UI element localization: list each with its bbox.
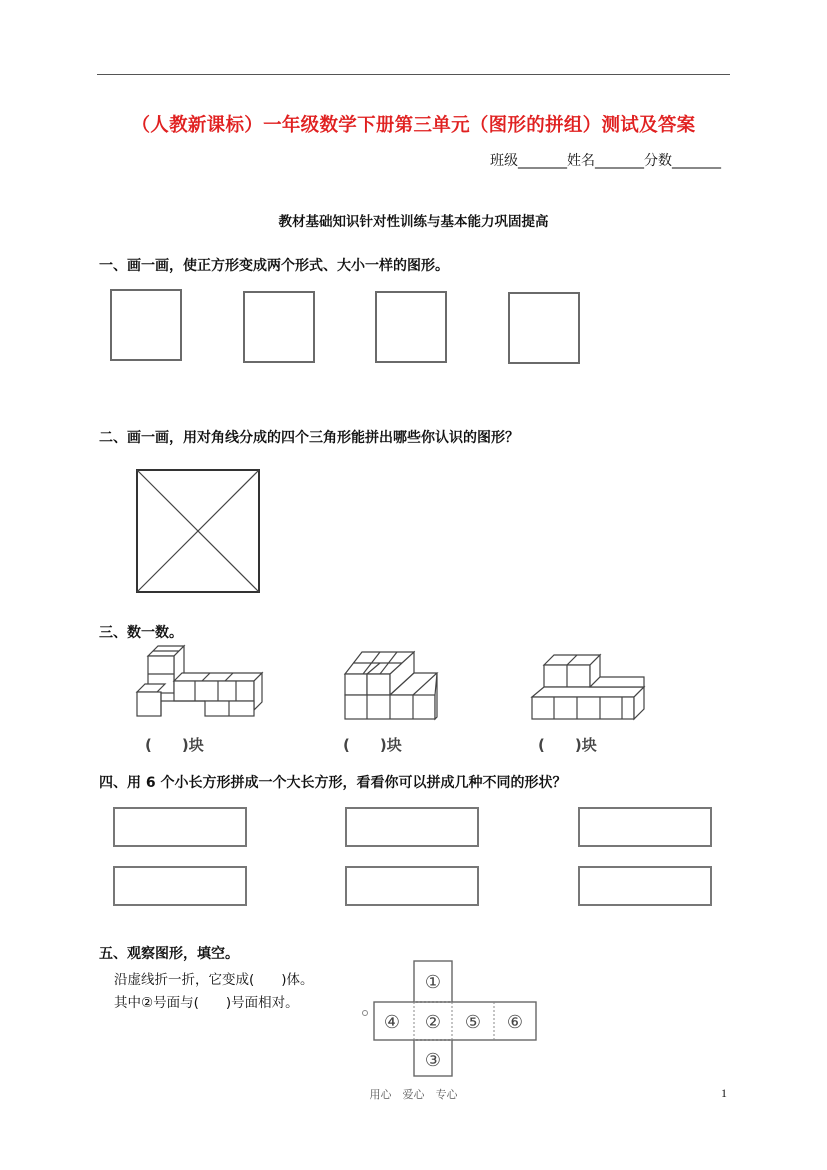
count-answer-3: ( )块 <box>538 736 597 754</box>
q1-square-4 <box>508 292 580 364</box>
cube-stack-figure-2 <box>343 651 441 721</box>
q4-rectangle-1 <box>113 807 247 847</box>
page-footer: 用心 爱心 专心 <box>369 1088 458 1101</box>
student-info-line: 班级_______姓名_______分数_______ <box>490 153 721 169</box>
diagonal-square-figure <box>136 469 260 593</box>
q4-rectangle-6 <box>578 866 712 906</box>
count-answer-2: ( )块 <box>343 736 402 754</box>
net-face-6: ⑥ <box>506 1012 524 1033</box>
question-5: 五、观察图形，填空。 <box>99 946 239 962</box>
net-face-2: ② <box>424 1012 442 1033</box>
net-face-4: ④ <box>383 1012 401 1033</box>
q1-square-2 <box>243 291 315 363</box>
net-face-1: ① <box>424 972 442 993</box>
q4-rectangle-5 <box>345 866 479 906</box>
q1-square-3 <box>375 291 447 363</box>
q4-rectangle-2 <box>345 807 479 847</box>
q4-rectangle-4 <box>113 866 247 906</box>
page-title: （人教新课标）一年级数学下册第三单元（图形的拼组）测试及答案 <box>131 115 696 136</box>
question-2: 二、画一画，用对角线分成的四个三角形能拼出哪些你认识的图形？ <box>99 430 519 446</box>
q5-fill-line-2: 其中②号面与( )号面相对。 <box>114 995 299 1011</box>
q1-square-1 <box>110 289 182 361</box>
section-subtitle: 教材基础知识针对性训练与基本能力巩固提高 <box>278 214 549 230</box>
question-3: 三、数一数。 <box>99 625 183 641</box>
q4-rectangle-3 <box>578 807 712 847</box>
cube-stack-figure-3 <box>530 653 648 721</box>
net-small-circle-mark <box>362 1010 368 1016</box>
question-4: 四、用 6 个小长方形拼成一个大长方形，看看你可以拼成几种不同的形状？ <box>99 775 567 791</box>
cube-stack-figure-1 <box>135 646 285 720</box>
count-answer-1: ( )块 <box>145 736 204 754</box>
page-number: 1 <box>721 1086 727 1100</box>
header-rule <box>97 74 730 75</box>
question-1: 一、画一画，使正方形变成两个形式、大小一样的图形。 <box>99 258 449 274</box>
net-face-3: ③ <box>424 1050 442 1071</box>
net-face-5: ⑤ <box>464 1012 482 1033</box>
q5-fill-line-1: 沿虚线折一折，它变成( )体。 <box>114 972 314 988</box>
cube-net-figure <box>372 960 538 1078</box>
